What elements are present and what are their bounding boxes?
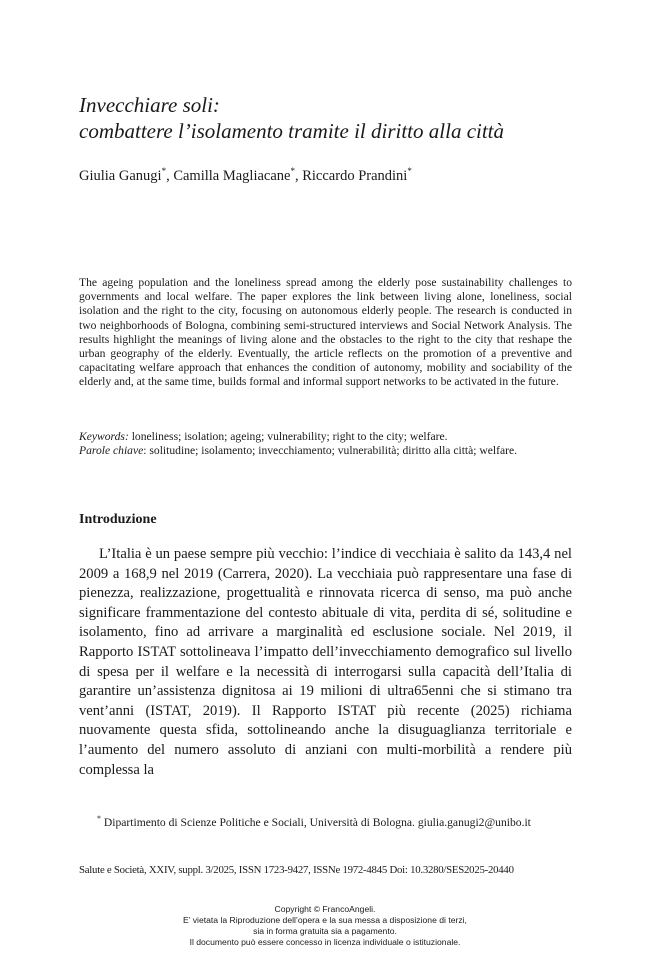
keywords-label: Keywords: xyxy=(79,430,129,443)
keywords-line xyxy=(79,430,572,444)
footnote-text: Dipartimento di Scienze Politiche e Sociali, Università di Bologna. giulia.ganugi2@unibo.it xyxy=(101,816,531,829)
author-separator: , xyxy=(166,168,174,184)
copyright-line-4: Il documento può essere concesso in licenza individuale o istituzionale. xyxy=(189,937,461,947)
author-separator: , xyxy=(294,168,303,184)
abstract-text: The ageing population and the loneliness spread among the elderly pose sustainability challenges to governments and local welfare. The paper explores the link between living alone, loneliness, social isolation and the right to the city, focusing on autonomous elderly people. The research is conducted in two neighborhoods of Bologna, combining semi-structured interviews and Social Network Analysis. The results highlight the meanings of living alone and the obstacles to the right to the city that reshape the urban geography of the elderly. Eventually, the article reflects on the promotion of a preventive and capacitating welfare approach that enhances the condition of autonomy, mobility and sociability of the elderly and, at the same time, builds formal and informal support networks to be activated in the future. xyxy=(79,276,572,389)
body-paragraph: L’Italia è un paese sempre più vecchio: l’indice di vecchiaia è salito da 143,4 nel 2009 a 168,9 nel 2019 (Carrera, 2020). La vecchiaia può rappresentare una fase di pienezza, realizzazione, progettualità e rinnovata ricerca di senso, ma può anche significare frammentazione del contesto abituale di vita, perdita di sé, solitudine e isolamento, fino ad arrivare a marginalità ed esclusione sociale. Nel 2019, il Rapporto ISTAT sottolineava l’impatto dell’invecchiamento demografico sul livello di spesa per il welfare e la necessità di interrogarsi sulla capacità dell’Italia di garantire un’assistenza dignitosa ai 19 milioni di ultra65enni che si stimano tra vent’anni (ISTAT, 2019). Il Rapporto ISTAT più recente (2025) richiama nuovamente questa sfida, sottolineando anche la disuguaglianza territoriale e l’aumento del numero assoluto di anziani con multi-morbilità a rendere più complessa la xyxy=(79,546,572,778)
body-text xyxy=(79,545,572,780)
copyright-line-3: sia in forma gratuita sia a pagamento. xyxy=(253,926,397,936)
author-name: Camilla Magliacane xyxy=(173,168,291,184)
copyright-line-2: E’ vietata la Riproduzione dell’opera e la sua messa a disposizione di terzi, xyxy=(183,915,467,925)
article-title-line-2: combattere l’isolamento tramite il diritto alla città xyxy=(79,119,505,143)
footnote-line xyxy=(79,811,572,830)
article-title xyxy=(79,92,599,144)
parole-chiave-text: : solitudine; isolamento; invecchiamento; vulnerabilità; diritto alla città; welfare. xyxy=(143,444,518,458)
author-name: Riccardo Prandini xyxy=(302,168,408,184)
parole-chiave-line xyxy=(79,444,572,458)
section-heading: Introduzione xyxy=(79,512,157,527)
keywords-text: loneliness; isolation; ageing; vulnerability; right to the city; welfare. xyxy=(128,430,448,443)
copyright-line-1: Copyright © FrancoAngeli. xyxy=(274,904,376,914)
author-name: Giulia Ganugi xyxy=(79,168,162,184)
abstract xyxy=(79,276,572,390)
journal-citation: Salute e Società, XXIV, suppl. 3/2025, ISSN 1723-9427, ISSNe 1972-4845 Doi: 10.3280/SES2025-20440 xyxy=(79,864,514,876)
footnote-mark: * xyxy=(97,814,101,823)
author-list xyxy=(79,166,599,185)
author-footnote-mark: * xyxy=(290,166,295,176)
keywords-block xyxy=(79,430,572,458)
author-footnote-mark: * xyxy=(407,166,412,176)
parole-chiave-label: Parole chiave xyxy=(79,444,144,458)
copyright-notice xyxy=(0,904,650,948)
author-footnote xyxy=(79,811,572,830)
author-footnote-mark: * xyxy=(161,166,167,176)
article-title-line-1: Invecchiare soli: xyxy=(79,93,220,117)
